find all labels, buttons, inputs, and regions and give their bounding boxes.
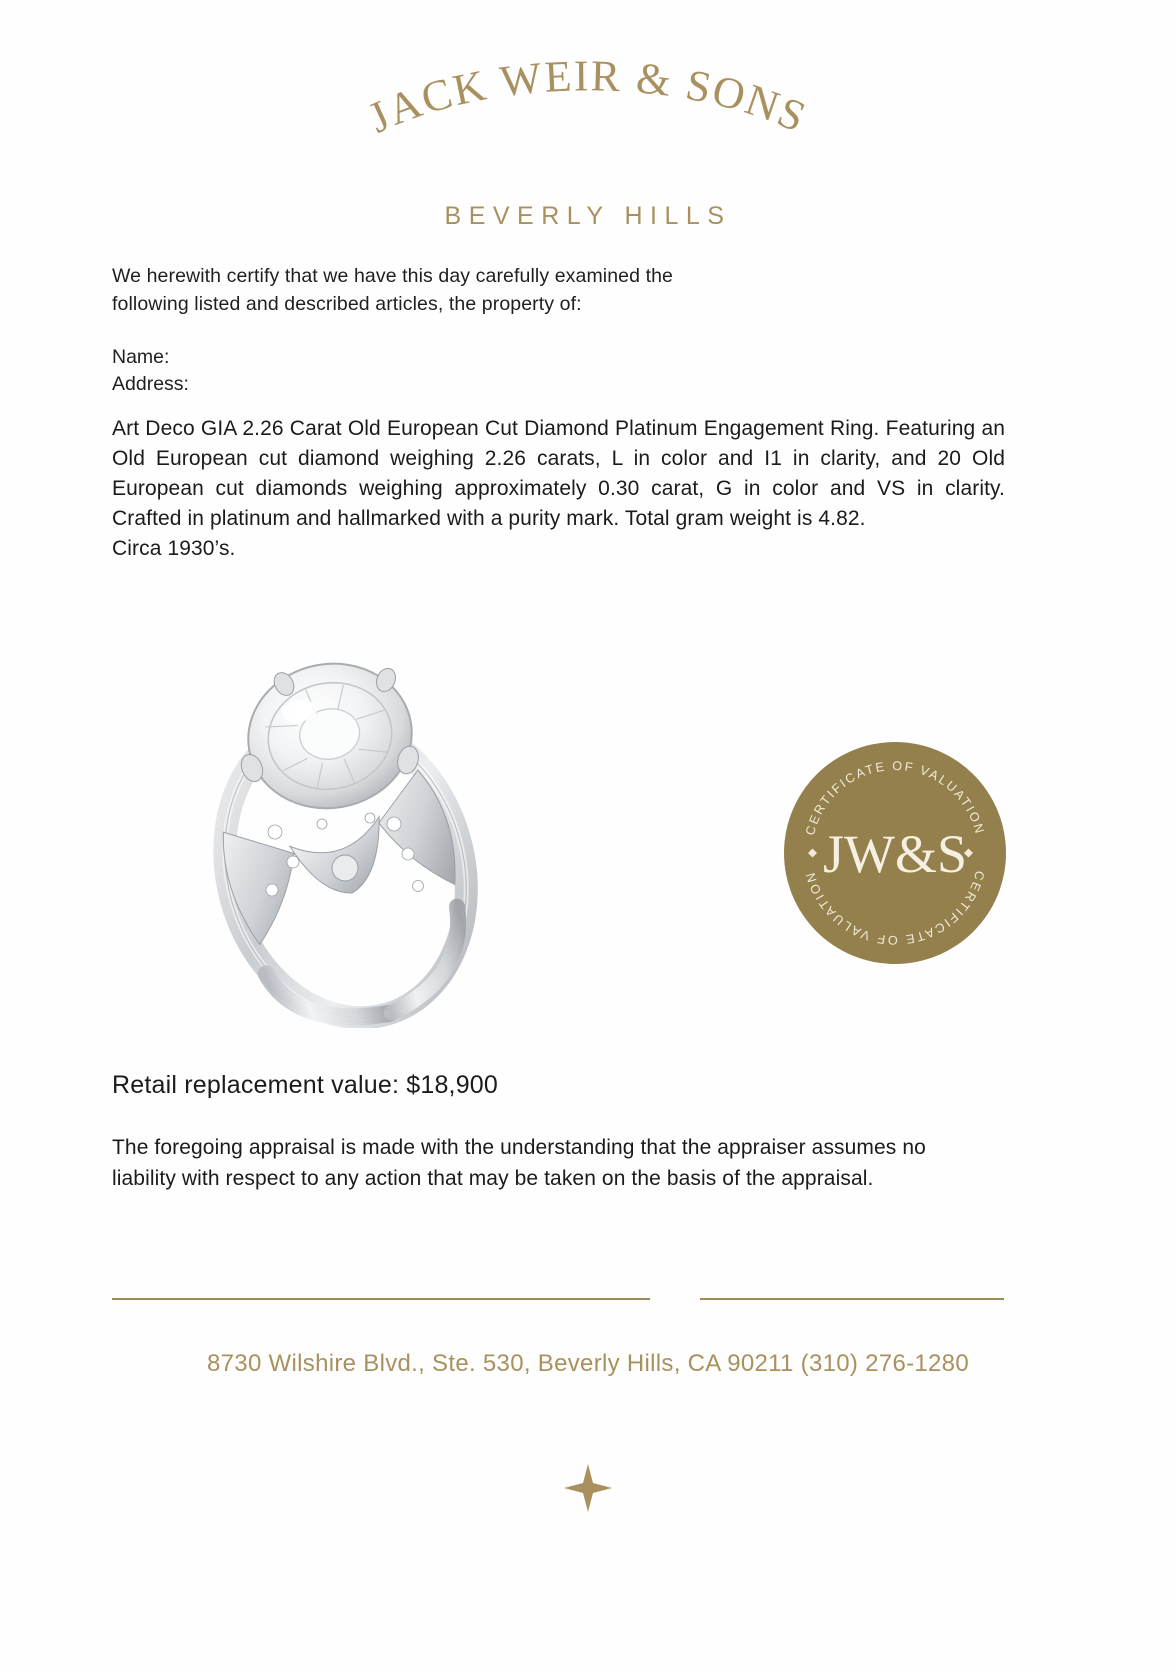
signature-line-right [700, 1298, 1004, 1300]
item-description [112, 414, 1005, 564]
svg-text:JACK WEIR & SONS [361, 51, 814, 142]
footer-address: 8730 Wilshire Blvd., Ste. 530, Beverly Hills, CA 90211 (310) 276-1280 [207, 1350, 969, 1377]
appraisal-disclaimer: The foregoing appraisal is made with the understanding that the appraiser assumes no liability with respect to any action that may be taken on the basis of the appraisal. [112, 1136, 926, 1190]
owner-fields [112, 344, 612, 398]
certificate-of-valuation-seal [784, 742, 1006, 964]
brand-subtitle: BEVERLY HILLS [444, 202, 732, 230]
seal-ring-text-bottom: CERTIFICATE OF VALUATION [802, 869, 988, 948]
name-field-label: Name: [112, 346, 170, 368]
brand-arc-wordmark [288, 51, 888, 207]
four-point-star-icon [562, 1462, 614, 1514]
item-description-closing: Circa 1930’s. [112, 537, 236, 560]
certify-statement [112, 262, 872, 318]
footer-ornament [0, 1462, 1176, 1514]
signature-line-left [112, 1298, 650, 1300]
brand-arc-text: JACK WEIR & SONS [361, 51, 815, 143]
retail-replacement-value: Retail replacement value: $18,900 [112, 1071, 499, 1099]
brand-logo [0, 51, 1176, 242]
item-description-body: Art Deco GIA 2.26 Carat Old European Cut Diamond Platinum Engagement Ring. Featuring an Old European cut diamond weighing 2.26 carats, L in color and I1 in clarity, and 20 Old European cut diamonds weighing approximately 0.30 carat, G in color and VS in clarity. Crafted in platinum and hallmarked with a purity mark. Total gram weight is 4.82. [112, 417, 1005, 530]
seal-ring-text-top: CERTIFICATE OF VALUATION [802, 758, 988, 837]
seal-monogram: JW&S [822, 824, 968, 884]
address-field-label: Address: [112, 373, 189, 395]
certify-statement-line-2: following listed and described articles, the property of: [112, 293, 582, 315]
ring-photograph [180, 618, 510, 1028]
certify-statement-line-1: We herewith certify that we have this day carefully examined the [112, 265, 673, 287]
